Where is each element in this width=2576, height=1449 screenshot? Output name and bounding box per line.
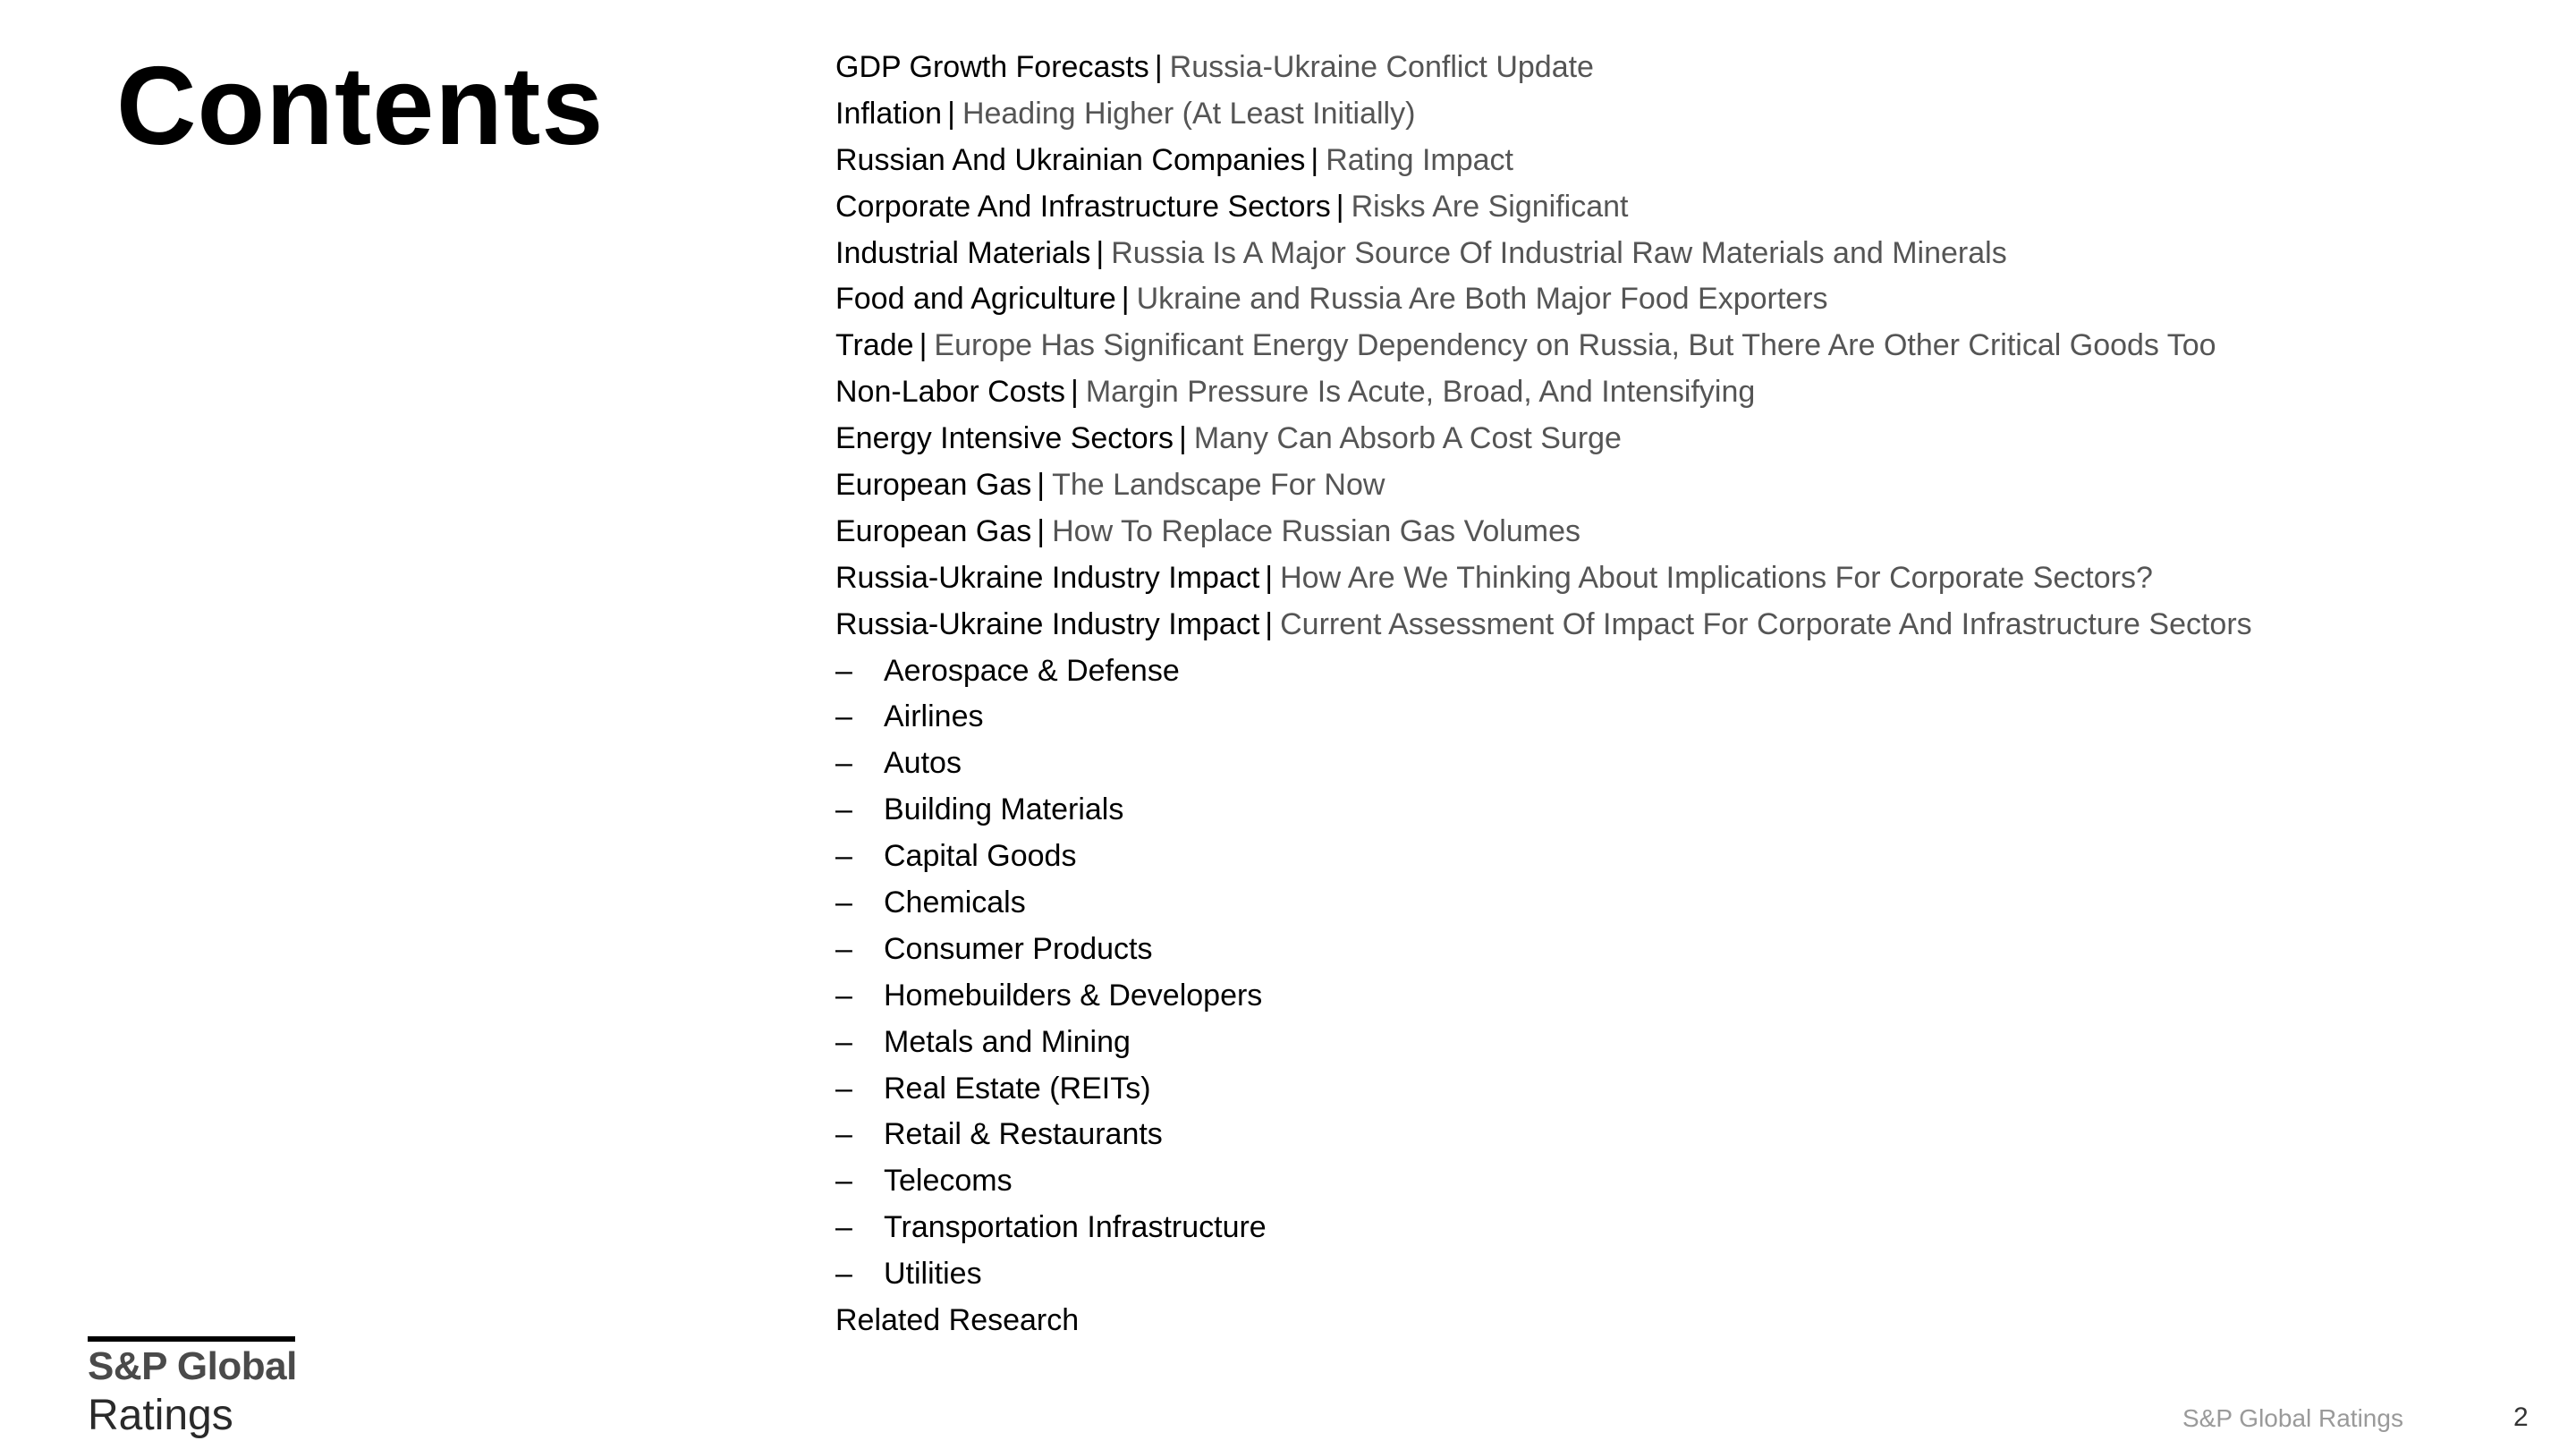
- toc-item-heading: Industrial Materials: [835, 235, 1091, 270]
- toc-item[interactable]: [835, 91, 2252, 138]
- toc-item-heading: Food and Agriculture: [835, 282, 1116, 317]
- footer-brand: S&P Global Ratings: [2182, 1404, 2403, 1432]
- dash-bullet: –: [835, 1210, 852, 1245]
- toc-item-heading: Trade: [835, 328, 914, 363]
- toc-sector-item[interactable]: [835, 1158, 2252, 1205]
- toc-item-heading: Non-Labor Costs: [835, 375, 1066, 410]
- toc-sector-item[interactable]: [835, 1205, 2252, 1251]
- dash-bullet: –: [835, 1024, 852, 1059]
- toc-sector-item[interactable]: [835, 648, 2252, 695]
- toc-item-subtitle: Many Can Absorb A Cost Surge: [1193, 421, 1622, 456]
- toc-item-heading: Inflation: [835, 96, 943, 131]
- toc-item-heading: Corporate And Infrastructure Sectors: [835, 189, 1331, 224]
- toc-item-heading: Russian And Ukrainian Companies: [835, 142, 1306, 177]
- toc-item-subtitle: Risks Are Significant: [1351, 189, 1629, 224]
- dash-bullet: –: [835, 886, 852, 920]
- toc-separator: |: [1096, 235, 1105, 270]
- toc-item[interactable]: [835, 369, 2252, 416]
- toc-separator: |: [1037, 468, 1046, 503]
- dash-bullet: –: [835, 1164, 852, 1199]
- toc-item-related-research[interactable]: Related Research: [835, 1303, 1080, 1338]
- sector-label: Telecoms: [884, 1164, 1013, 1199]
- sector-label: Airlines: [884, 699, 984, 734]
- dash-bullet: –: [835, 1071, 852, 1106]
- dash-bullet: –: [835, 699, 852, 734]
- logo-name: S&P Global: [88, 1344, 297, 1388]
- toc-item[interactable]: [835, 602, 2252, 648]
- toc-item-subtitle: Current Assessment Of Impact For Corporate And Infrastructure Sectors: [1280, 606, 2252, 641]
- sector-label: Consumer Products: [884, 931, 1153, 966]
- sector-label: Retail & Restaurants: [884, 1117, 1163, 1152]
- toc-item-heading: Russia-Ukraine Industry Impact: [835, 560, 1260, 595]
- toc-sector-item[interactable]: [835, 927, 2252, 973]
- toc-item[interactable]: [835, 231, 2252, 277]
- toc-item-subtitle: How Are We Thinking About Implications For Corporate Sectors?: [1280, 560, 2153, 595]
- sector-label: Autos: [884, 746, 962, 781]
- toc-item-heading: GDP Growth Forecasts: [835, 50, 1149, 84]
- dash-bullet: –: [835, 1257, 852, 1292]
- toc-separator: |: [1335, 189, 1344, 224]
- toc-separator: |: [919, 328, 928, 363]
- toc-separator: |: [947, 96, 955, 131]
- toc-item-subtitle: Europe Has Significant Energy Dependency on Russia, But There Are Other Critical Goods Too: [934, 328, 2216, 363]
- dash-bullet: –: [835, 1117, 852, 1152]
- toc-sector-item[interactable]: [835, 1251, 2252, 1298]
- toc-separator: |: [1178, 421, 1187, 456]
- page-title: Contents: [116, 45, 605, 168]
- sector-label: Real Estate (REITs): [884, 1071, 1151, 1106]
- toc-item[interactable]: [835, 509, 2252, 555]
- table-of-contents: [835, 45, 2252, 1344]
- toc-separator: |: [1310, 142, 1319, 177]
- toc-item[interactable]: [835, 462, 2252, 509]
- toc-item-heading: European Gas: [835, 468, 1032, 503]
- toc-item[interactable]: [835, 184, 2252, 231]
- logo-subtitle: Ratings: [88, 1392, 233, 1439]
- sector-label: Aerospace & Defense: [884, 653, 1180, 688]
- toc-separator: |: [1071, 375, 1079, 410]
- toc-item-subtitle: The Landscape For Now: [1052, 468, 1385, 503]
- toc-item-subtitle: Margin Pressure Is Acute, Broad, And Intensifying: [1085, 375, 1756, 410]
- toc-sector-item[interactable]: [835, 694, 2252, 741]
- toc-separator: |: [1265, 606, 1274, 641]
- toc-separator: |: [1037, 513, 1046, 548]
- toc-sector-item[interactable]: [835, 741, 2252, 787]
- toc-item[interactable]: [835, 323, 2252, 369]
- toc-item[interactable]: [835, 276, 2252, 323]
- toc-sector-item[interactable]: [835, 1020, 2252, 1066]
- toc-item-subtitle: Rating Impact: [1326, 142, 1513, 177]
- toc-sector-item[interactable]: [835, 973, 2252, 1020]
- toc-separator: |: [1121, 282, 1130, 317]
- toc-item[interactable]: [835, 555, 2252, 602]
- sector-label: Utilities: [884, 1257, 982, 1292]
- toc-item-subtitle: Ukraine and Russia Are Both Major Food Exporters: [1136, 282, 1828, 317]
- toc-sector-item[interactable]: [835, 787, 2252, 834]
- toc-sector-item[interactable]: [835, 880, 2252, 927]
- toc-item-heading: European Gas: [835, 513, 1032, 548]
- sp-global-ratings-logo: [88, 1336, 295, 1440]
- toc-item-subtitle: Russia Is A Major Source Of Industrial Raw Materials and Minerals: [1111, 235, 2007, 270]
- dash-bullet: –: [835, 792, 852, 827]
- toc-item-heading: Energy Intensive Sectors: [835, 421, 1174, 456]
- sector-label: Chemicals: [884, 886, 1026, 920]
- toc-item-subtitle: Heading Higher (At Least Initially): [962, 96, 1416, 131]
- toc-item-heading: Russia-Ukraine Industry Impact: [835, 606, 1260, 641]
- toc-separator: |: [1265, 560, 1274, 595]
- toc-sector-item[interactable]: [835, 834, 2252, 880]
- dash-bullet: –: [835, 931, 852, 966]
- sector-label: Metals and Mining: [884, 1024, 1131, 1059]
- dash-bullet: –: [835, 746, 852, 781]
- toc-item[interactable]: [835, 416, 2252, 462]
- toc-item-subtitle: Russia-Ukraine Conflict Update: [1169, 50, 1594, 84]
- dash-bullet: –: [835, 839, 852, 874]
- toc-item[interactable]: [835, 138, 2252, 184]
- sector-label: Transportation Infrastructure: [884, 1210, 1267, 1245]
- toc-separator: |: [1154, 50, 1163, 84]
- toc-item[interactable]: [835, 45, 2252, 91]
- page-number: 2: [2513, 1402, 2529, 1432]
- toc-sector-item[interactable]: [835, 1066, 2252, 1113]
- sector-label: Capital Goods: [884, 839, 1077, 874]
- toc-sector-item[interactable]: [835, 1112, 2252, 1158]
- toc-item-subtitle: How To Replace Russian Gas Volumes: [1052, 513, 1580, 548]
- dash-bullet: –: [835, 653, 852, 688]
- sector-label: Homebuilders & Developers: [884, 978, 1263, 1013]
- sector-label: Building Materials: [884, 792, 1124, 827]
- dash-bullet: –: [835, 978, 852, 1013]
